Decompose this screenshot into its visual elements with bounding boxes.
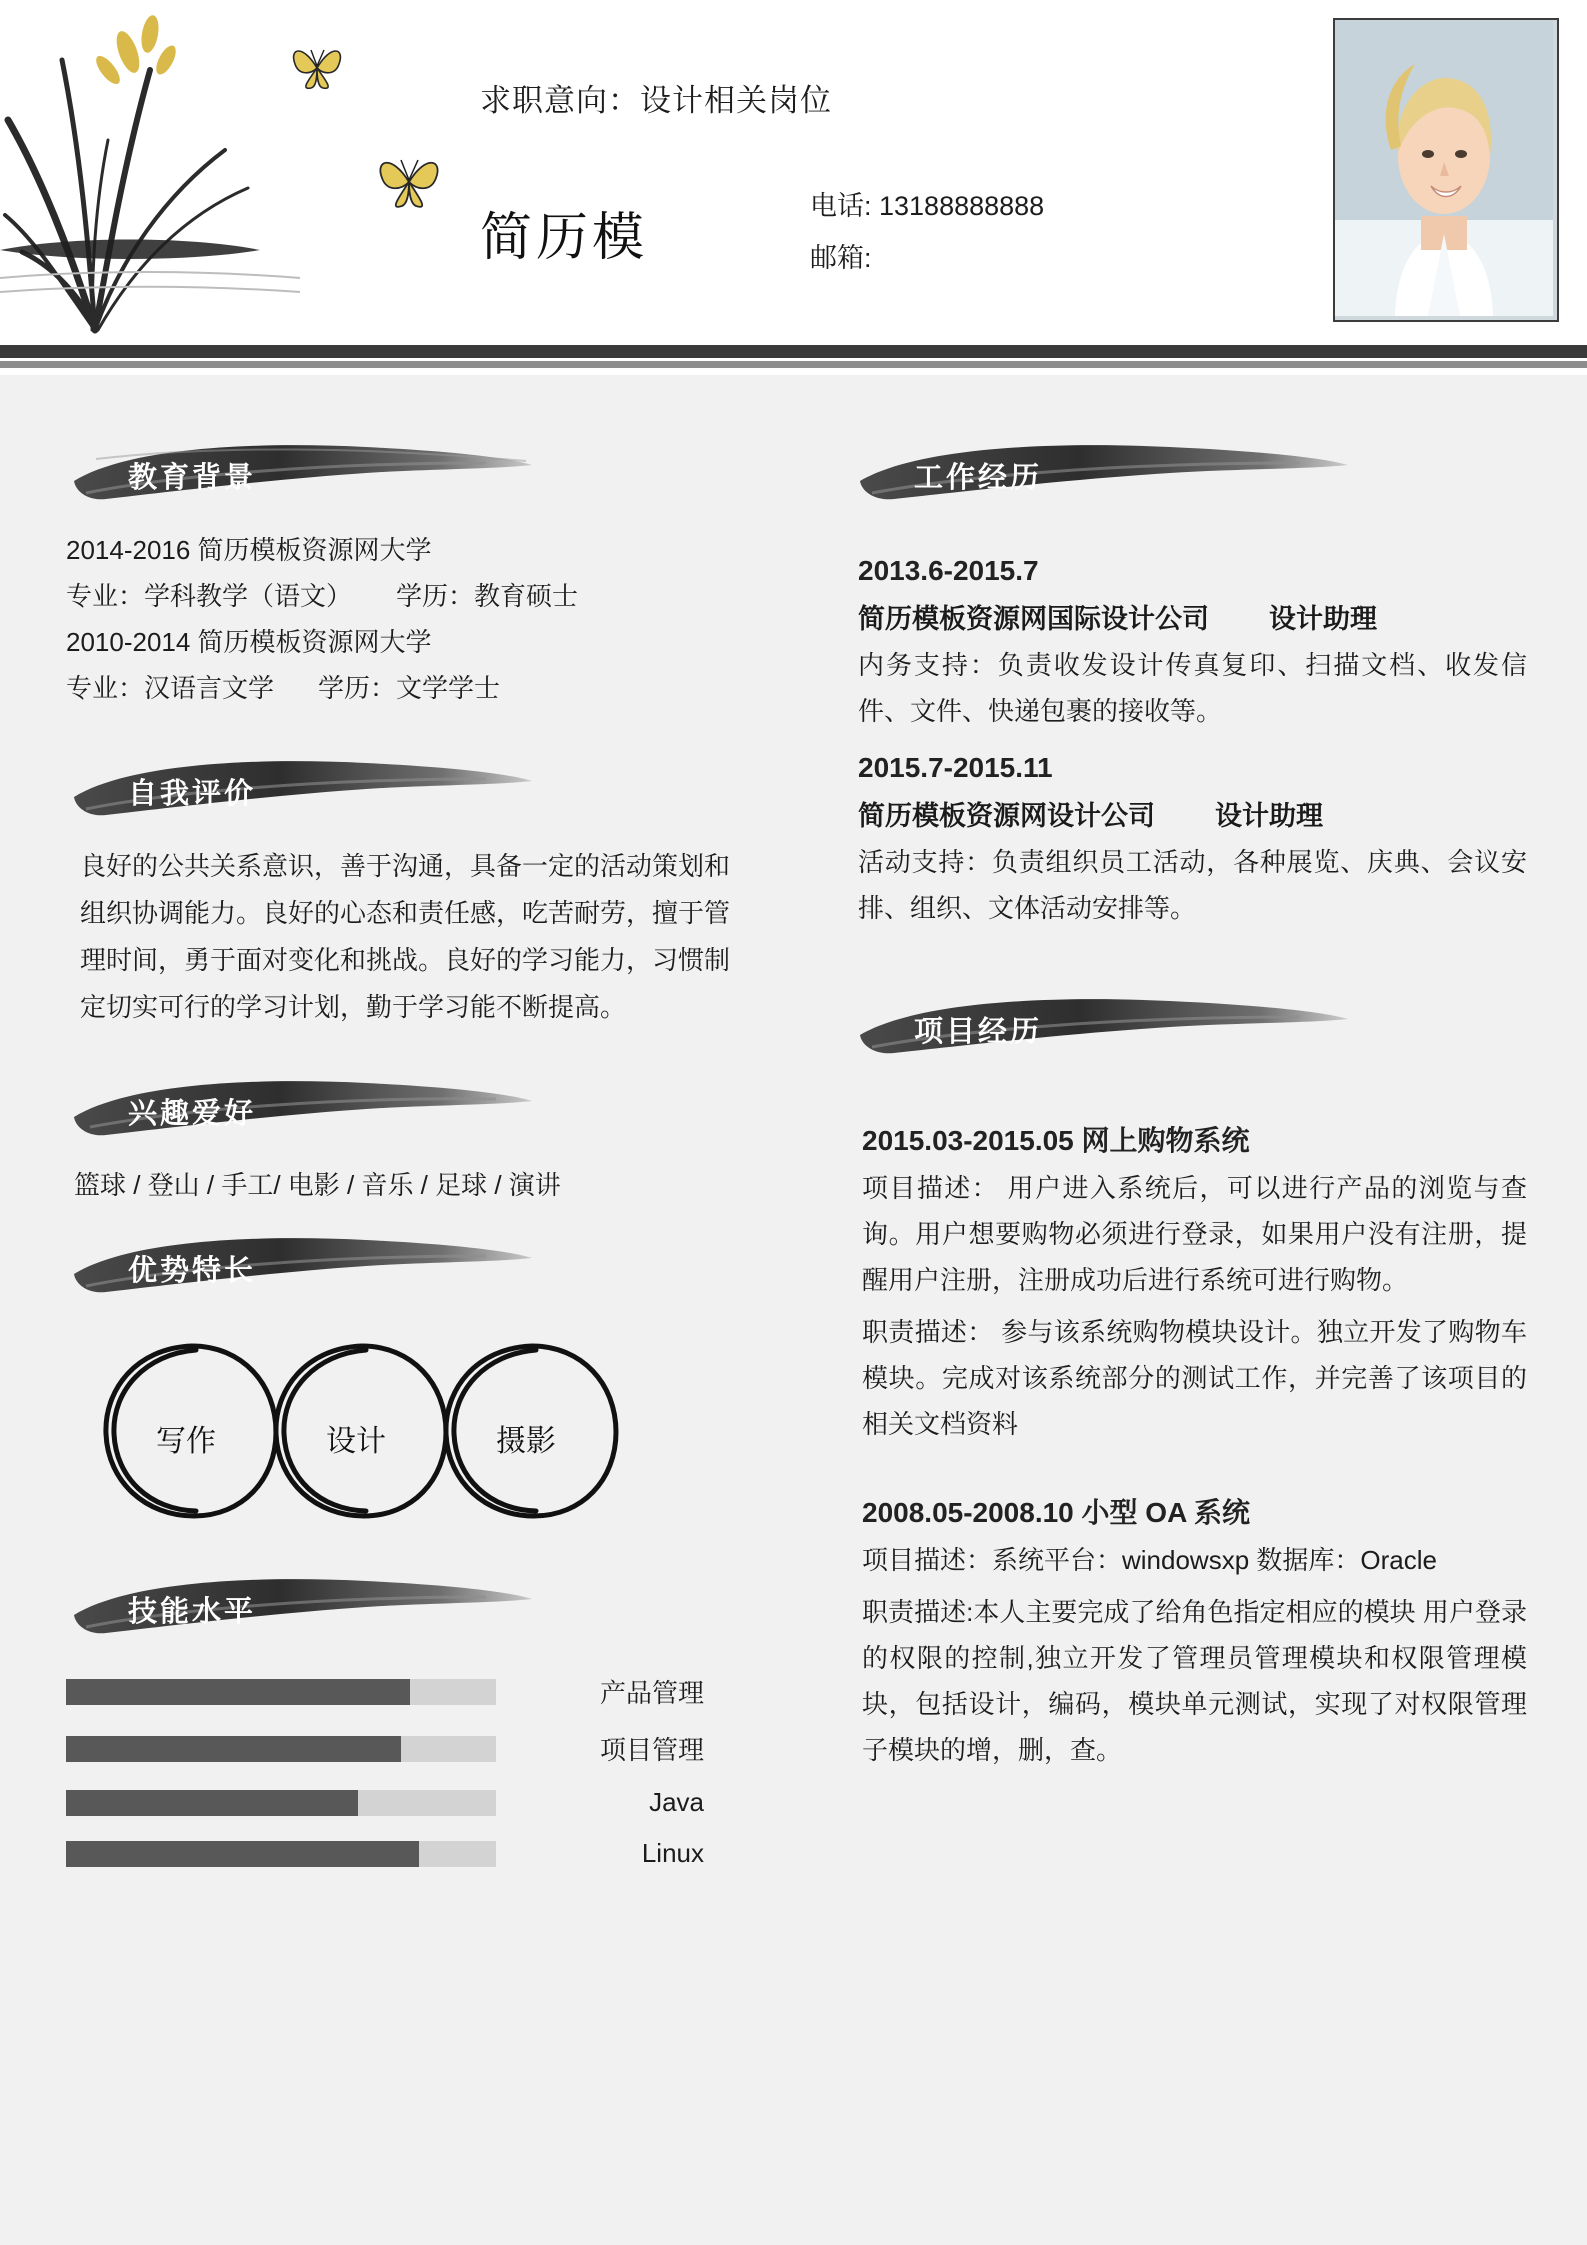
section-heading-hobby [66,1071,730,1149]
avatar [1333,18,1559,322]
ink-orchid-illustration [0,0,330,345]
job-intent-text: 求职意向：设计相关岗位 [480,83,832,118]
work-role: 设计助理 [1269,604,1377,634]
work-company: 简历模板资源网国际设计公司 [858,604,1209,634]
project-description: 项目描述： 用户进入系统后，可以进行产品的浏览与查询。用户想要购物必须进行登录，如果用户没有注册，提醒用户注册，注册成功后进行系统可进行购物。 [862,1173,1527,1295]
work-duty: 内务支持：负责收发设计传真复印、扫描文档、收发信件、文件、快递包裹的接收等。 [858,650,1527,726]
skill-label: Java [649,1787,704,1817]
skill-bar-fill [66,1736,401,1762]
education-line: 2010-2014 简历模板资源网大学 [66,627,432,657]
work-entry [852,555,1527,734]
project-responsibility: 职责描述:本人主要完成了给角色指定相应的模块 用户登录的权限的控制,独立开发了管理员管理模块和权限管理模块，包括设计，编码，模块单元测试，实现了对权限管理子模块的增，删，查。 [862,1597,1527,1765]
project-entry [852,1119,1527,1447]
resume-header [0,0,1587,345]
work-entry [852,752,1527,931]
phone-text: 电话: 13188888888 [810,191,1045,221]
strength-circles [84,1324,684,1539]
strength-circle-label-2: 设计 [326,1425,386,1458]
email-text: 邮箱: [810,243,872,273]
work-company-line [858,794,1527,833]
skill-bar-fill [66,1679,410,1705]
skill-row [66,1730,730,1767]
hobby-text: 篮球 / 登山 / 手工/ 电影 / 音乐 / 足球 / 演讲 [74,1170,561,1200]
section-title-project: 项目经历 [914,1016,1043,1048]
section-title-self-evaluation: 自我评价 [128,778,257,810]
skill-bar-fill [66,1790,358,1816]
section-title-work: 工作经历 [914,462,1043,494]
education-major: 专业：汉语言文学 [66,673,275,703]
education-major: 专业：学科教学（语文） [66,581,353,611]
skill-bar-track [66,1736,496,1762]
section-title-strength: 优势特长 [128,1255,257,1287]
section-heading-work [852,435,1527,513]
butterfly-icon-1 [285,38,349,99]
right-column [790,375,1587,2245]
education-line: 2014-2016 简历模板资源网大学 [66,535,432,565]
resume-body [0,375,1587,2245]
strength-circle-label-1: 写作 [156,1425,216,1458]
education-line [66,573,730,619]
candidate-name: 简历模 [480,209,649,267]
work-date: 2015.7-2015.11 [858,752,1053,783]
section-heading-project [852,989,1527,1067]
project-responsibility: 职责描述： 参与该系统购物模块设计。独立开发了购物车模块。完成对该系统部分的测试工作，并完善了该项目的相关文档资料 [862,1317,1527,1439]
education-degree: 学历：文学学士 [318,673,501,703]
project-title: 2008.05-2008.10 小型 OA 系统 [862,1497,1251,1528]
education-entries [66,527,730,711]
skills-list [66,1673,730,1869]
section-title-education: 教育背景 [128,462,257,494]
section-heading-skills [66,1569,730,1647]
skill-label: Linux [641,1838,704,1868]
section-heading-strength [66,1228,730,1306]
divider-grey-bar [0,361,1587,368]
section-heading-education [66,435,730,513]
project-title: 2015.03-2015.05 网上购物系统 [862,1125,1250,1156]
work-company: 简历模板资源网设计公司 [858,801,1155,831]
contact-block [810,180,1044,284]
skill-bar-track [66,1841,496,1867]
project-entry [852,1491,1527,1773]
skill-bar-track [66,1679,496,1705]
left-column [0,375,790,2245]
work-duty: 活动支持：负责组织员工活动，各种展览、庆典、会议安排、组织、文体活动安排等。 [858,847,1527,923]
divider-dark-bar [0,345,1587,358]
section-heading-self-evaluation [66,751,730,829]
skill-label: 项目管理 [599,1735,704,1765]
job-intent-block [480,75,1040,120]
butterfly-icon-2 [370,148,448,219]
self-evaluation-text: 良好的公共关系意识，善于沟通，具备一定的活动策划和组织协调能力。良好的心态和责任感，吃苦耐劳，擅于管理时间，勇于面对变化和挑战。良好的学习能力，习惯制定切实可行的学习计划，勤于学习能不断提高。 [80,851,731,1022]
section-title-hobby: 兴趣爱好 [128,1098,257,1130]
education-line [66,665,730,711]
skill-bar-fill [66,1841,419,1867]
work-role: 设计助理 [1215,801,1323,831]
header-divider [0,345,1587,375]
skill-row [66,1787,730,1818]
strength-circle-label-3: 摄影 [496,1425,556,1458]
skill-row [66,1673,730,1710]
work-date: 2013.6-2015.7 [858,555,1039,586]
project-description: 项目描述：系统平台：windowsxp 数据库：Oracle [862,1545,1437,1575]
section-title-skills: 技能水平 [128,1596,257,1628]
skill-label: 产品管理 [599,1678,704,1708]
education-degree: 学历：教育硕士 [396,581,579,611]
skill-bar-track [66,1790,496,1816]
work-company-line [858,597,1527,636]
skill-row [66,1838,730,1869]
